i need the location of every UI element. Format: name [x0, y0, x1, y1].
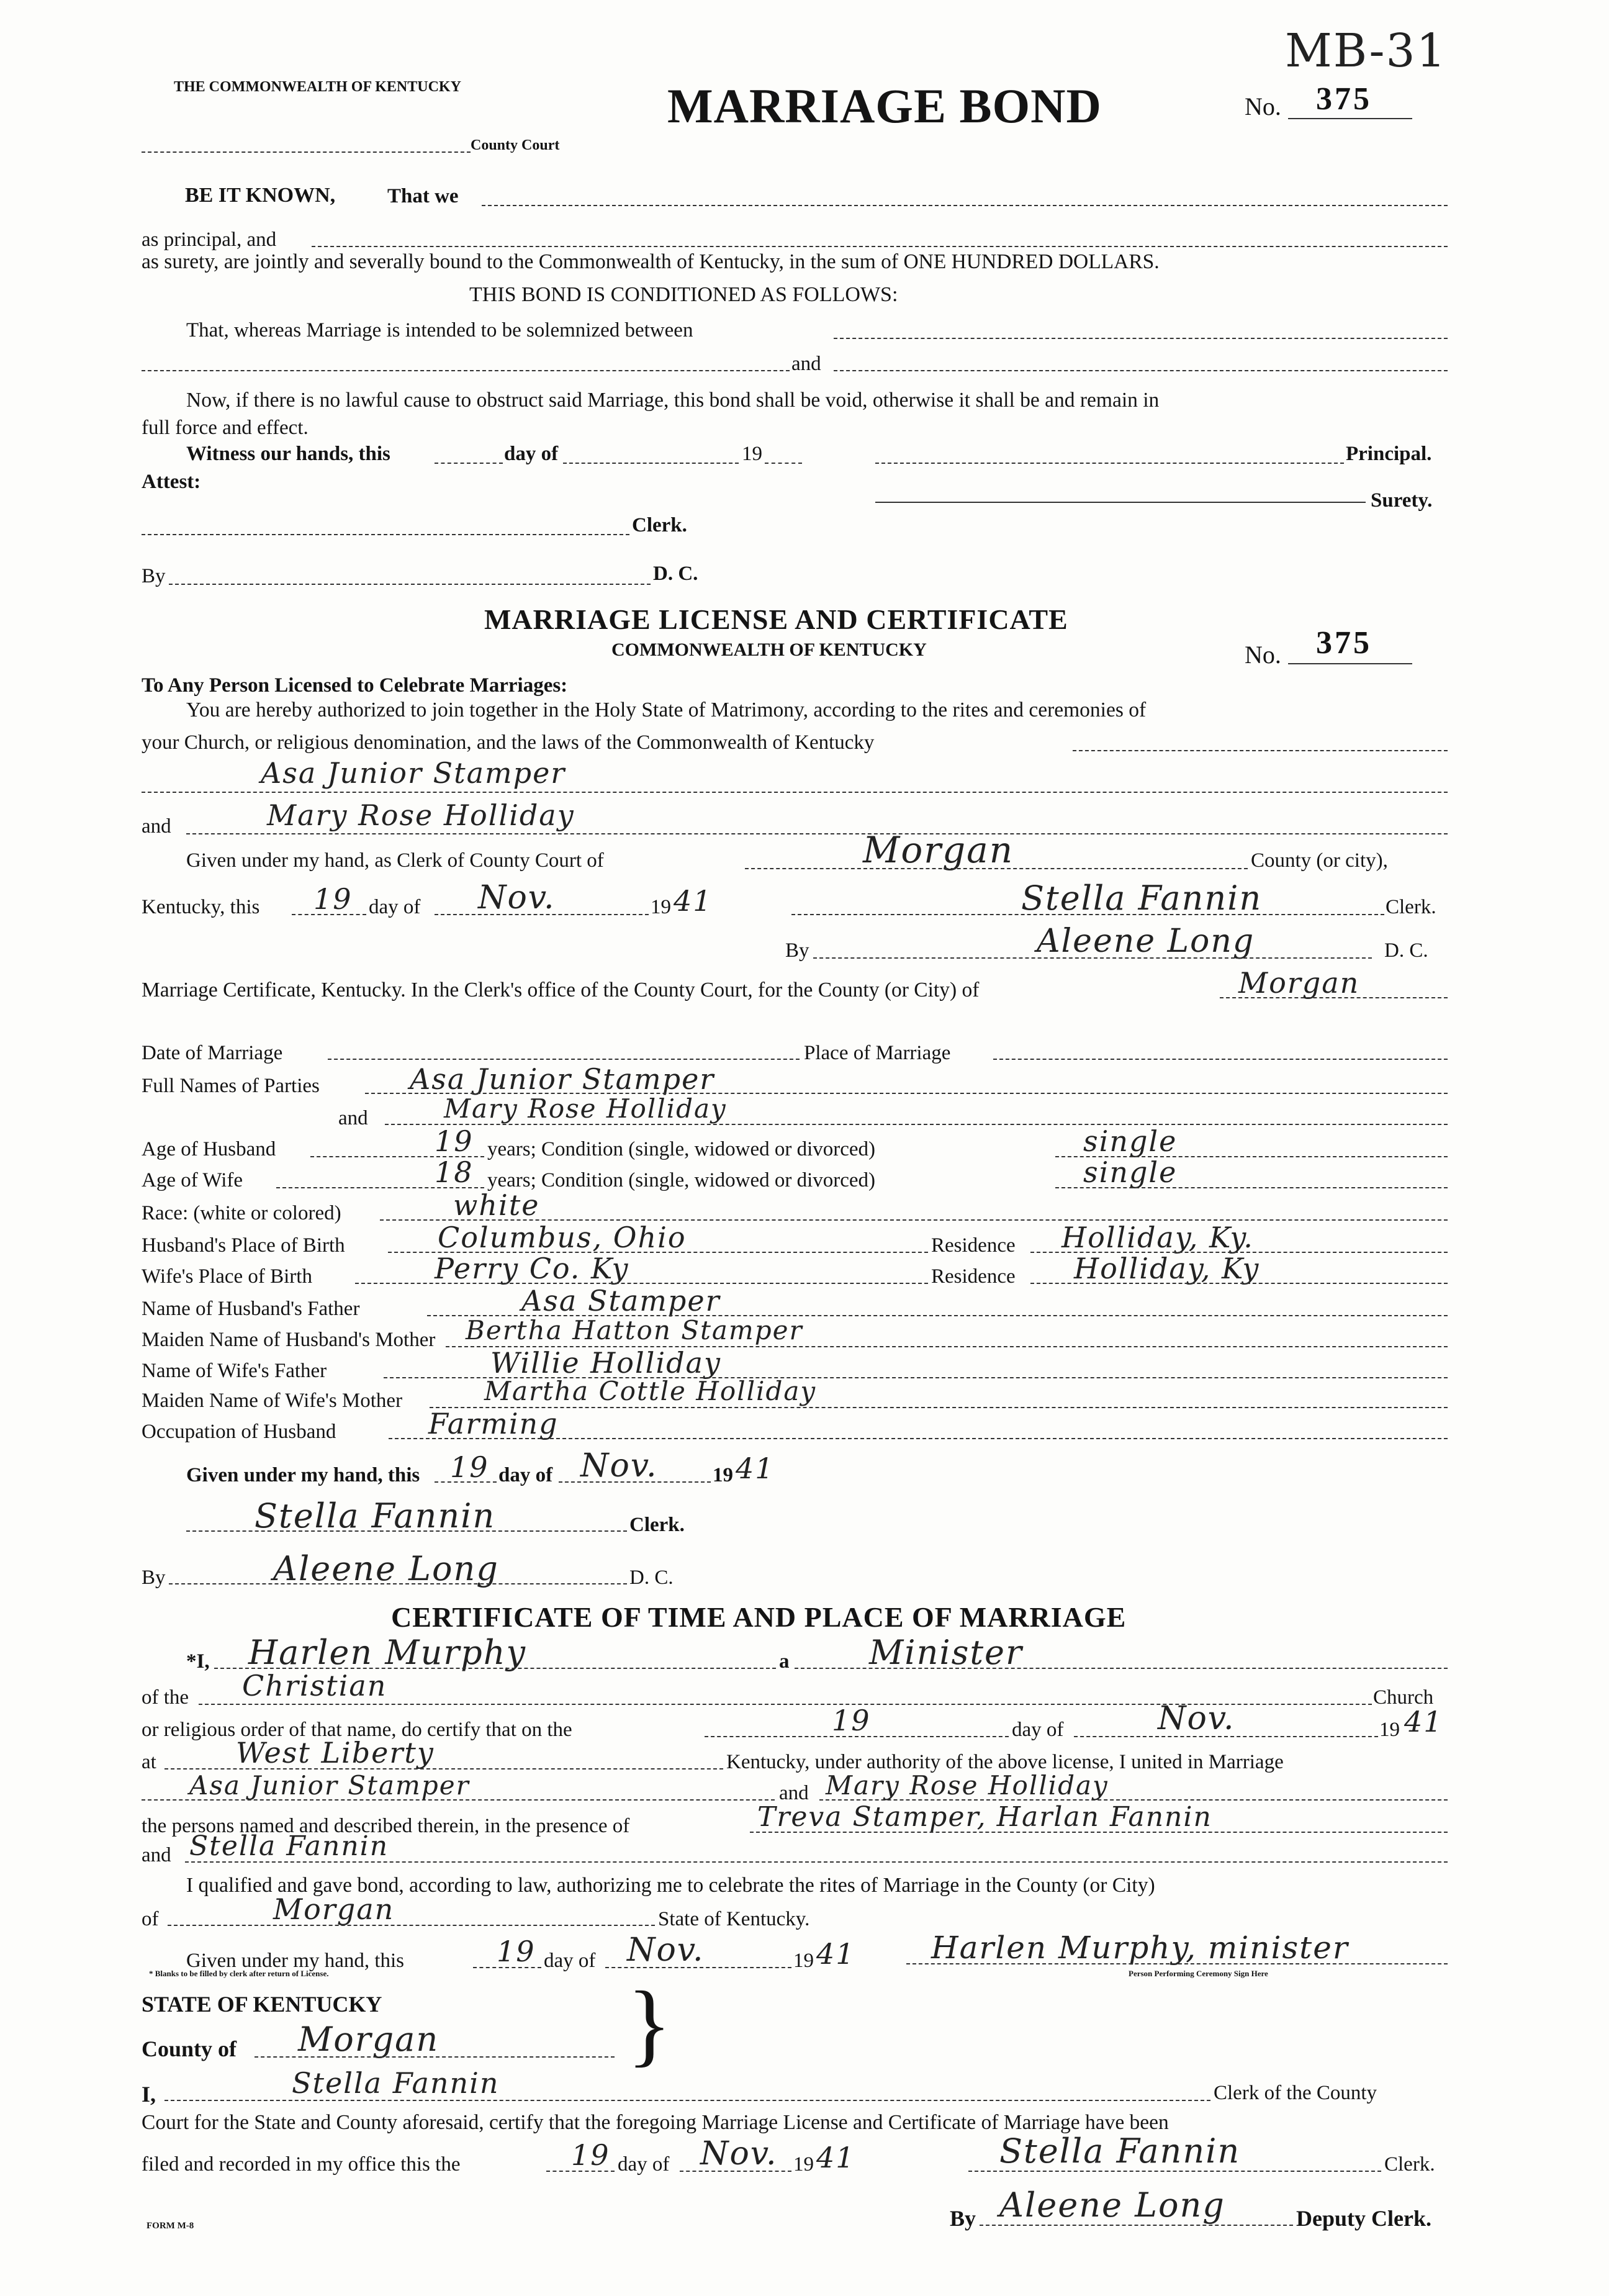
as-principal-label: as principal, and	[142, 228, 277, 251]
cert-day-line	[435, 1481, 497, 1483]
corner-mark: MB-31	[1285, 24, 1447, 78]
county-of-label: County of	[142, 2036, 237, 2061]
court-certify-text: Court for the State and County aforesaid, certify that the foregoing Marriage License and Certificate of Marriage have been	[142, 2111, 1169, 2134]
wife-residence: Holliday, Ky	[1074, 1252, 1260, 1285]
of-the-label: of the	[142, 1686, 189, 1709]
place-of-marriage-label: Place of Marriage	[804, 1042, 951, 1064]
wife-father-value: Willie Holliday	[490, 1346, 721, 1380]
recording-clerk-sig-line	[968, 2171, 1381, 2172]
surety-line	[875, 502, 1366, 503]
tp-bride-line	[819, 1799, 1448, 1801]
wife-mother-label: Maiden Name of Wife's Mother	[142, 1390, 403, 1412]
witness-day-of: day of	[504, 443, 559, 465]
deputy-line	[980, 2225, 1293, 2226]
marriage-place-line	[165, 1768, 723, 1769]
date-of-marriage-label: Date of Marriage	[142, 1042, 283, 1064]
tp-given-month-line	[605, 1967, 791, 1968]
recording-year-prefix: 19	[793, 2153, 814, 2176]
cert-dc-label: D. C.	[629, 1566, 674, 1589]
deputy-signature: Aleene Long	[999, 2185, 1225, 2225]
tp-month: Nov.	[1158, 1700, 1235, 1737]
recording-day-of: day of	[618, 2153, 670, 2176]
recording-day-line	[546, 2171, 615, 2172]
occupation-value: Farming	[428, 1407, 559, 1440]
whereas-text: That, whereas Marriage is intended to be solemnized between	[186, 319, 693, 341]
cert-year-prefix: 19	[713, 1464, 733, 1486]
officiant-a-label: a	[779, 1650, 790, 1673]
certificate-groom: Asa Junior Stamper	[410, 1062, 715, 1096]
authorized-text-1: You are hereby authorized to join together in the Holy State of Matrimony, according to the rites and ceremonies of	[186, 698, 1147, 721]
cert-clerk-signature: Stella Fannin	[255, 1496, 496, 1535]
witnesses-2-line	[185, 1861, 1448, 1863]
cert-year-suffix: 41	[736, 1452, 775, 1485]
blanks-footnote: * Blanks to be filled by clerk after return of License.	[149, 1969, 329, 1978]
clerk-of-county-label: Clerk of the County	[1214, 2082, 1377, 2104]
tp-given-under: Given under my hand, this	[186, 1950, 405, 1972]
attest-clerk-label: Clerk.	[632, 514, 687, 536]
witness-year-prefix: 19	[742, 443, 762, 465]
cert-by-line	[169, 1583, 627, 1584]
bond-no-label: No.	[1245, 93, 1281, 120]
occupation-label: Occupation of Husband	[142, 1421, 336, 1443]
tp-given-day-of: day of	[544, 1950, 596, 1972]
marriage-place: West Liberty	[236, 1736, 435, 1769]
license-number-line	[1288, 663, 1412, 664]
now-if-text-1: Now, if there is no lawful cause to obstruct said Marriage, this bond shall be void, otherwise it shall be and remain in	[186, 389, 1160, 412]
license-groom-line	[142, 792, 1448, 793]
license-day-line	[292, 914, 366, 915]
as-principal-line	[312, 246, 1448, 247]
cert-by-label: By	[142, 1566, 166, 1589]
tp-groom-line	[142, 1799, 775, 1801]
license-number: 375	[1316, 625, 1372, 661]
witnesses-2: Stella Fannin	[189, 1830, 389, 1862]
state-of-kentucky-heading: STATE OF KENTUCKY	[142, 1992, 382, 2017]
cert-month: Nov.	[580, 1447, 658, 1485]
license-dc-signature: Aleene Long	[1037, 923, 1255, 960]
recording-clerk-label: Clerk.	[1384, 2153, 1435, 2176]
tp-given-day-line	[473, 1967, 541, 1968]
license-by-line	[813, 957, 1372, 959]
license-clerk-signature: Stella Fannin	[1021, 879, 1263, 918]
tp-groom: Asa Junior Stamper	[189, 1770, 470, 1801]
recording-month: Nov.	[700, 2135, 778, 2172]
husband-father-value: Asa Stamper	[521, 1284, 721, 1317]
bond-title: MARRIAGE BOND	[667, 79, 1102, 133]
conditioned-heading: THIS BOND IS CONDITIONED AS FOLLOWS:	[469, 283, 898, 306]
husband-mother-label: Maiden Name of Husband's Mother	[142, 1329, 436, 1351]
husband-residence: Holliday, Ky.	[1061, 1221, 1254, 1254]
witness-hands-label: Witness our hands, this	[186, 443, 390, 465]
license-year-prefix: 19	[651, 896, 671, 918]
bond-number-line	[1288, 118, 1412, 119]
tp-of-label: of	[142, 1908, 159, 1930]
husband-condition: single	[1083, 1124, 1178, 1158]
witnesses-and: and	[142, 1844, 171, 1866]
wife-birth-value: Perry Co. Ky	[435, 1252, 629, 1285]
recording-clerk-line	[165, 2100, 1210, 2101]
wife-mother-value: Martha Cottle Holliday	[484, 1376, 817, 1406]
tp-day-of: day of	[1012, 1719, 1064, 1741]
officiant-name: Harlen Murphy	[248, 1633, 527, 1672]
license-bride-name: Mary Rose Holliday	[267, 798, 575, 832]
between-and: and	[791, 353, 821, 375]
form-number: FORM M-8	[146, 2221, 194, 2231]
husband-mother-value: Bertha Hatton Stamper	[466, 1315, 803, 1345]
license-groom-name: Asa Junior Stamper	[261, 756, 566, 790]
full-names-label: Full Names of Parties	[142, 1075, 320, 1097]
church-name: Christian	[242, 1669, 387, 1702]
attest-clerk-line	[142, 534, 629, 535]
cert-day: 19	[450, 1450, 489, 1484]
license-year-suffix: 41	[674, 884, 713, 918]
principal-label: Principal.	[1346, 443, 1432, 465]
recording-year-suffix: 41	[816, 2141, 855, 2174]
tp-county-line	[168, 1925, 655, 1926]
cert-day-of: day of	[498, 1464, 553, 1486]
cert-dc-signature: Aleene Long	[273, 1549, 499, 1588]
kentucky-this-label: Kentucky, this	[142, 896, 260, 918]
recording-county: Morgan	[298, 2020, 439, 2059]
license-title: MARRIAGE LICENSE AND CERTIFICATE	[484, 603, 1068, 635]
state-of-kentucky-label: State of Kentucky.	[658, 1908, 810, 1930]
husband-residence-label: Residence	[931, 1234, 1016, 1257]
wife-years-condition: years; Condition (single, widowed or divorced)	[487, 1169, 876, 1191]
attest-dc-label: D. C.	[653, 563, 698, 585]
license-clerk-line	[791, 914, 1384, 915]
be-it-known: BE IT KNOWN,	[185, 184, 336, 207]
place-of-marriage-line	[993, 1059, 1448, 1060]
commonwealth-heading: THE COMMONWEALTH OF KENTUCKY	[174, 79, 461, 95]
attest-by-label: By	[142, 565, 166, 587]
license-no-label: No.	[1245, 641, 1281, 669]
license-dc-label: D. C.	[1384, 939, 1428, 962]
license-county-line	[745, 868, 1248, 869]
certificate-county: Morgan	[1238, 966, 1360, 1000]
husband-age: 19	[435, 1124, 474, 1158]
witness-year-line	[765, 463, 802, 464]
wife-residence-label: Residence	[931, 1265, 1016, 1288]
that-we-label: That we	[387, 185, 459, 207]
tp-given-year-suffix: 41	[816, 1937, 855, 1971]
persons-named-text: the persons named and described therein, in the presence of	[142, 1815, 630, 1837]
certificate-county-line	[1220, 997, 1448, 998]
officiant-title-line	[795, 1668, 1448, 1669]
license-day: 19	[313, 882, 353, 916]
witness-day-line	[435, 463, 503, 464]
between-line-right	[834, 370, 1448, 371]
wife-mother-line	[430, 1407, 1448, 1408]
age-wife-label: Age of Wife	[142, 1169, 243, 1191]
cert-clerk-label: Clerk.	[629, 1514, 685, 1536]
tp-year-suffix: 41	[1404, 1705, 1443, 1738]
filed-recorded-text: filed and recorded in my office this the	[142, 2153, 461, 2176]
cert-clerk-line	[186, 1530, 627, 1532]
qualified-text: I qualified and gave bond, according to law, authorizing me to celebrate the rites of Marriage in the County (or City)	[186, 1874, 1155, 1897]
given-clerk-text: Given under my hand, as Clerk of County Court of	[186, 849, 604, 872]
husband-birth-value: Columbus, Ohio	[438, 1221, 687, 1254]
officiant-i-label: *I,	[186, 1650, 210, 1673]
tp-day-line	[705, 1736, 1009, 1737]
time-place-title: CERTIFICATE OF TIME AND PLACE OF MARRIAGE	[391, 1601, 1127, 1633]
husband-years-condition: years; Condition (single, widowed or divorced)	[487, 1138, 876, 1160]
license-month: Nov.	[478, 879, 556, 916]
tp-and: and	[779, 1782, 809, 1804]
county-brace: }	[627, 1973, 672, 2076]
deputy-clerk-label: Deputy Clerk.	[1296, 2206, 1431, 2231]
wife-condition: single	[1083, 1155, 1178, 1189]
tp-given-year-prefix: 19	[793, 1950, 814, 1972]
county-or-city-label: County (or city),	[1251, 849, 1388, 872]
race-value: white	[453, 1188, 540, 1222]
license-subtitle: COMMONWEALTH OF KENTUCKY	[611, 640, 927, 660]
witnesses-1-line	[750, 1832, 1448, 1833]
attest-label: Attest:	[142, 471, 201, 493]
surety-label: Surety.	[1371, 489, 1433, 512]
age-husband-label: Age of Husband	[142, 1138, 276, 1160]
principal-line	[875, 463, 1344, 464]
license-clerk-label: Clerk.	[1386, 896, 1436, 918]
license-bride-line	[186, 833, 1448, 834]
to-any-person: To Any Person Licensed to Celebrate Marriages:	[142, 674, 568, 697]
license-by-label: By	[785, 939, 809, 962]
recording-by-label: By	[950, 2206, 976, 2231]
tp-day: 19	[832, 1704, 871, 1737]
that-we-line	[482, 205, 1448, 206]
husband-birth-label: Husband's Place of Birth	[142, 1234, 345, 1257]
license-month-line	[435, 914, 649, 915]
wife-residence-line	[1030, 1283, 1448, 1284]
recording-county-line	[255, 2056, 615, 2058]
bond-number: 375	[1316, 81, 1372, 117]
tp-month-line	[1074, 1736, 1378, 1737]
license-and: and	[142, 815, 171, 838]
now-if-text-2: full force and effect.	[142, 417, 309, 439]
county-court-label: County Court	[471, 137, 560, 153]
whereas-line	[834, 338, 1448, 339]
attest-by-line	[169, 584, 651, 585]
religious-order-text: or religious order of that name, do certify that on the	[142, 1719, 572, 1741]
officiant-title: Minister	[869, 1633, 1023, 1672]
tp-given-month: Nov.	[627, 1932, 705, 1969]
license-county: Morgan	[863, 829, 1014, 871]
tp-bride: Mary Rose Holliday	[826, 1770, 1109, 1801]
cert-given-under: Given under my hand, this	[186, 1464, 420, 1486]
between-line-left	[142, 370, 790, 371]
recording-month-line	[680, 2171, 791, 2172]
jointly-bound-text: as surety, are jointly and severally bound to the Commonwealth of Kentucky, in the sum of ONE HUNDRED DOLLARS.	[142, 250, 1160, 273]
wife-father-label: Name of Wife's Father	[142, 1360, 327, 1382]
certificate-intro: Marriage Certificate, Kentucky. In the Clerk's office of the County Court, for the County (or City) of	[142, 979, 980, 1001]
certificate-and: and	[338, 1107, 368, 1129]
kentucky-authority-text: Kentucky, under authority of the above license, I united in Marriage	[726, 1751, 1284, 1773]
husband-father-label: Name of Husband's Father	[142, 1298, 360, 1320]
wife-birth-label: Wife's Place of Birth	[142, 1265, 312, 1288]
race-label: Race: (white or colored)	[142, 1202, 341, 1224]
recording-day: 19	[571, 2138, 610, 2172]
date-of-marriage-line	[328, 1059, 800, 1060]
witness-month-line	[563, 463, 739, 464]
authorized-line	[1073, 750, 1448, 751]
tp-year-prefix: 19	[1379, 1719, 1400, 1741]
witnesses-1: Treva Stamper, Harlan Fannin	[757, 1801, 1212, 1833]
church-label: Church	[1373, 1686, 1434, 1709]
authorized-text-2: your Church, or religious denomination, and the laws of the Commonwealth of Kentucky	[142, 731, 875, 754]
at-label: at	[142, 1751, 156, 1773]
tp-given-day: 19	[497, 1935, 536, 1968]
wife-condition-line	[1055, 1187, 1448, 1188]
license-day-of: day of	[369, 896, 421, 918]
cert-month-line	[559, 1481, 711, 1483]
certificate-bride-line	[385, 1124, 1448, 1125]
wife-age: 18	[435, 1155, 474, 1189]
occupation-line	[389, 1438, 1448, 1439]
tp-county: Morgan	[273, 1892, 395, 1926]
recording-clerk-name: Stella Fannin	[292, 2066, 500, 2100]
certificate-bride: Mary Rose Holliday	[444, 1093, 727, 1124]
recording-clerk-signature: Stella Fannin	[999, 2131, 1241, 2171]
sign-here-caption: Person Performing Ceremony Sign Here	[1129, 1969, 1268, 1978]
minister-signature: Harlen Murphy, minister	[931, 1930, 1349, 1966]
minister-signature-line	[906, 1963, 1448, 1964]
county-court-line	[142, 151, 471, 153]
recording-i-label: I,	[142, 2082, 156, 2107]
